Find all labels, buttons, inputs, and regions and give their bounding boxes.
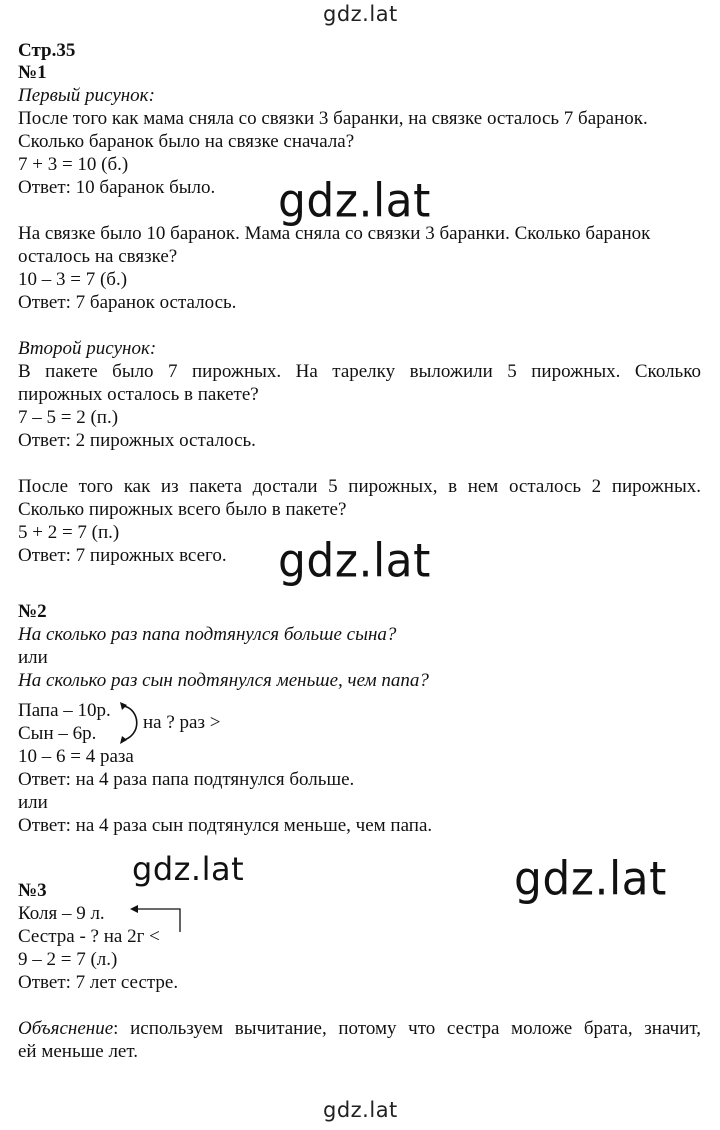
task3-number: №3 <box>18 880 47 901</box>
task2-son: Сын – 6р. <box>18 723 97 744</box>
watermark-1: gdz.lat <box>278 174 431 229</box>
task2-answer-1: Ответ: на 4 раза папа подтянулся больше. <box>18 769 355 790</box>
task1-p3-calc: 7 – 5 = 2 (п.) <box>18 407 119 428</box>
task1-p4-calc: 5 + 2 = 7 (п.) <box>18 522 120 543</box>
task2-bracket-note: на ? раз > <box>143 712 221 733</box>
task1-pic1-label: Первый рисунок: <box>18 85 155 106</box>
task3-arrow <box>128 902 184 938</box>
task1-p2-line2: осталось на связке? <box>18 246 178 267</box>
task1-number: №1 <box>18 62 47 83</box>
task1-p3-answer: Ответ: 2 пирожных осталось. <box>18 430 256 451</box>
task1-p1-answer: Ответ: 10 баранок было. <box>18 177 216 198</box>
task3-explanation-label: Объяснение <box>18 1018 114 1039</box>
task2-or-2: или <box>18 792 48 813</box>
task1-p1-calc: 7 + 3 = 10 (б.) <box>18 154 129 175</box>
task1-p1-line2: Сколько баранок было на связке сначала? <box>18 131 355 152</box>
task2-number: №2 <box>18 601 47 622</box>
task1-p4-answer: Ответ: 7 пирожных всего. <box>18 545 227 566</box>
task1-pic2-label: Второй рисунок: <box>18 338 157 359</box>
task1-p2-calc: 10 – 3 = 7 (б.) <box>18 269 128 290</box>
watermark-bottom: gdz.lat <box>323 1098 398 1122</box>
task3-sister: Сестра - ? на 2г < <box>18 926 160 947</box>
task3-explanation-text: : используем вычитание, потому что сестра моложе брата, значит, <box>113 1018 701 1039</box>
page-ref: Стр.35 <box>18 40 76 61</box>
task1-p3-line2: пирожных осталось в пакете? <box>18 384 259 405</box>
task2-answer-2: Ответ: на 4 раза сын подтянулся меньше, чем папа. <box>18 815 433 836</box>
watermark-3: gdz.lat <box>132 850 245 888</box>
task3-explanation-line1 <box>18 1018 701 1040</box>
task2-calc: 10 – 6 = 4 раза <box>18 746 134 767</box>
task2-question-1: На сколько раз папа подтянулся больше сына? <box>18 624 397 645</box>
task3-kolya: Коля – 9 л. <box>18 903 105 924</box>
task3-answer: Ответ: 7 лет сестре. <box>18 972 179 993</box>
task1-p4-line1: После того как из пакета достали 5 пирожных, в нем осталось 2 пирожных. <box>18 476 701 497</box>
task1-p4-line2: Сколько пирожных всего было в пакете? <box>18 499 347 520</box>
watermark-2: gdz.lat <box>278 534 431 589</box>
task3-calc: 9 – 2 = 7 (л.) <box>18 949 118 970</box>
task2-question-2: На сколько раз сын подтянулся меньше, чем папа? <box>18 670 429 691</box>
task1-p2-line1: На связке было 10 баранок. Мама сняла со связки 3 баранки. Сколько баранок <box>18 223 651 244</box>
task3-explanation-line2: ей меньше лет. <box>18 1041 138 1062</box>
task2-or-1: или <box>18 647 48 668</box>
task1-p3-line1: В пакете было 7 пирожных. На тарелку выложили 5 пирожных. Сколько <box>18 361 701 382</box>
watermark-4: gdz.lat <box>514 852 667 907</box>
task2-papa: Папа – 10р. <box>18 700 111 721</box>
watermark-top: gdz.lat <box>323 2 398 26</box>
task1-p1-line1: После того как мама сняла со связки 3 баранки, на связке осталось 7 баранок. <box>18 108 648 129</box>
task1-p2-answer: Ответ: 7 баранок осталось. <box>18 292 237 313</box>
